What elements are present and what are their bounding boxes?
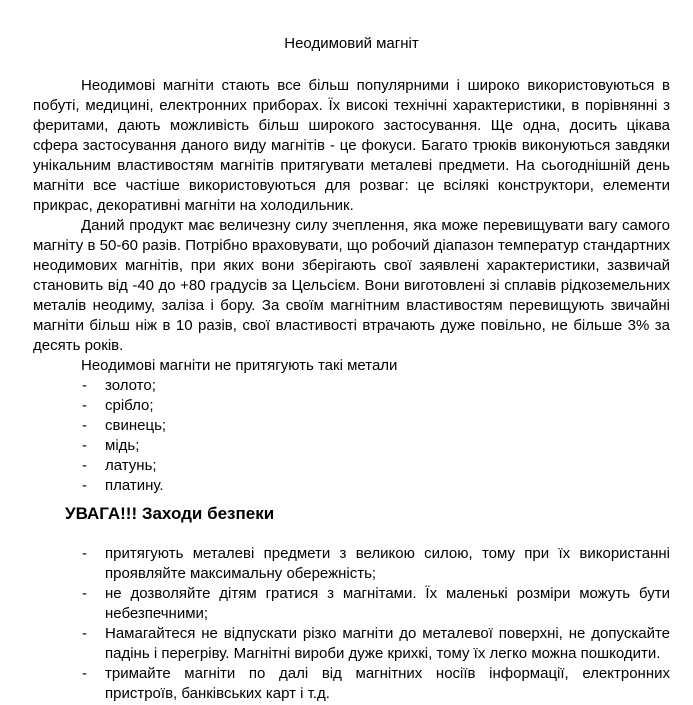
dash-marker: - [82, 457, 87, 474]
dash-marker: - [82, 437, 87, 454]
metals-list-item-label: срібло; [105, 397, 154, 414]
metals-list-item [33, 376, 670, 396]
metals-list-item-label: мідь; [105, 437, 140, 454]
metals-list-item [33, 396, 670, 416]
paragraph-magnet-properties: Даний продукт має величезну силу зчеплення, яка може перевищувати вагу самого магніту в 50-60 разів. Потрібно враховувати, що робочий діапазон температур стандартних неодимових магнітів, при яких вони зберігають свої заявлені характеристики, зазвичай становить від -40 до +80 градусів за Цельсієм. Вони виготовлені зі сплавів рідкоземельних металів неодиму, заліза і бору. За своїм магнітним властивостям перевищують звичайні магніти більш ніж в 10 разів, свої властивості втрачають дуже повільно, не більше 3% за десять років. [33, 217, 670, 354]
dash-marker: - [82, 477, 87, 494]
metals-list-item-label: свинець; [105, 417, 167, 434]
metals-list-item [33, 456, 670, 476]
metals-list-item-label: платину. [105, 477, 164, 494]
document-title: Неодимовий магніт [284, 35, 419, 52]
safety-list [33, 544, 670, 704]
dash-marker: - [82, 585, 87, 602]
metals-list-item [33, 476, 670, 496]
dash-marker: - [82, 625, 87, 642]
safety-list-item [33, 624, 670, 664]
safety-list-item [33, 664, 670, 704]
dash-marker: - [82, 665, 87, 682]
safety-heading: УВАГА!!! Заходи безпеки [65, 504, 275, 523]
safety-list-item [33, 584, 670, 624]
metals-list-item-label: латунь; [105, 457, 157, 474]
safety-list-item-text: тримайте магніти по далі від магнітних носіїв інформації, електронних пристроїв, банківських карт і т.д. [105, 665, 670, 702]
dash-marker: - [82, 377, 87, 394]
safety-list-item [33, 544, 670, 584]
paragraph-magnet-popularity: Неодимові магніти стають все більш популярними і широко використовуються в побуті, медицині, електронних приборах. Їх високі технічні характеристики, в порівнянні з феритами, дають можливість більш широкого застосування. Ще одна, досить цікава сфера застосування даного виду магнітів - це фокуси. Багато трюків виконуються завдяки унікальним властивостям магнітів притягувати металеві предмети. На сьогоднішній день магніти все частіше використовуються для розваг: це всілякі конструктори, елементи прикрас, декоративні магніти на холодильник. [33, 77, 670, 214]
safety-list-item-text: Намагайтеся не відпускати різко магніти до металевої поверхні, не допускайте падінь і перегріву. Магнітні вироби дуже крихкі, тому їх легко можна пошкодити. [105, 625, 670, 662]
metals-list-item-label: золото; [105, 377, 156, 394]
safety-list-item-text: притягують металеві предмети з великою силою, тому при їх використанні проявляйте максимальну обережність; [105, 545, 670, 582]
dash-marker: - [82, 545, 87, 562]
metals-list-intro: Неодимові магніти не притягують такі метали [81, 357, 398, 374]
metals-list-item [33, 416, 670, 436]
metals-list-item [33, 436, 670, 456]
dash-marker: - [82, 417, 87, 434]
metals-list [33, 376, 670, 496]
safety-list-item-text: не дозволяйте дітям гратися з магнітами. Їх маленькі розміри можуть бути небезпечними; [105, 585, 670, 622]
dash-marker: - [82, 397, 87, 414]
